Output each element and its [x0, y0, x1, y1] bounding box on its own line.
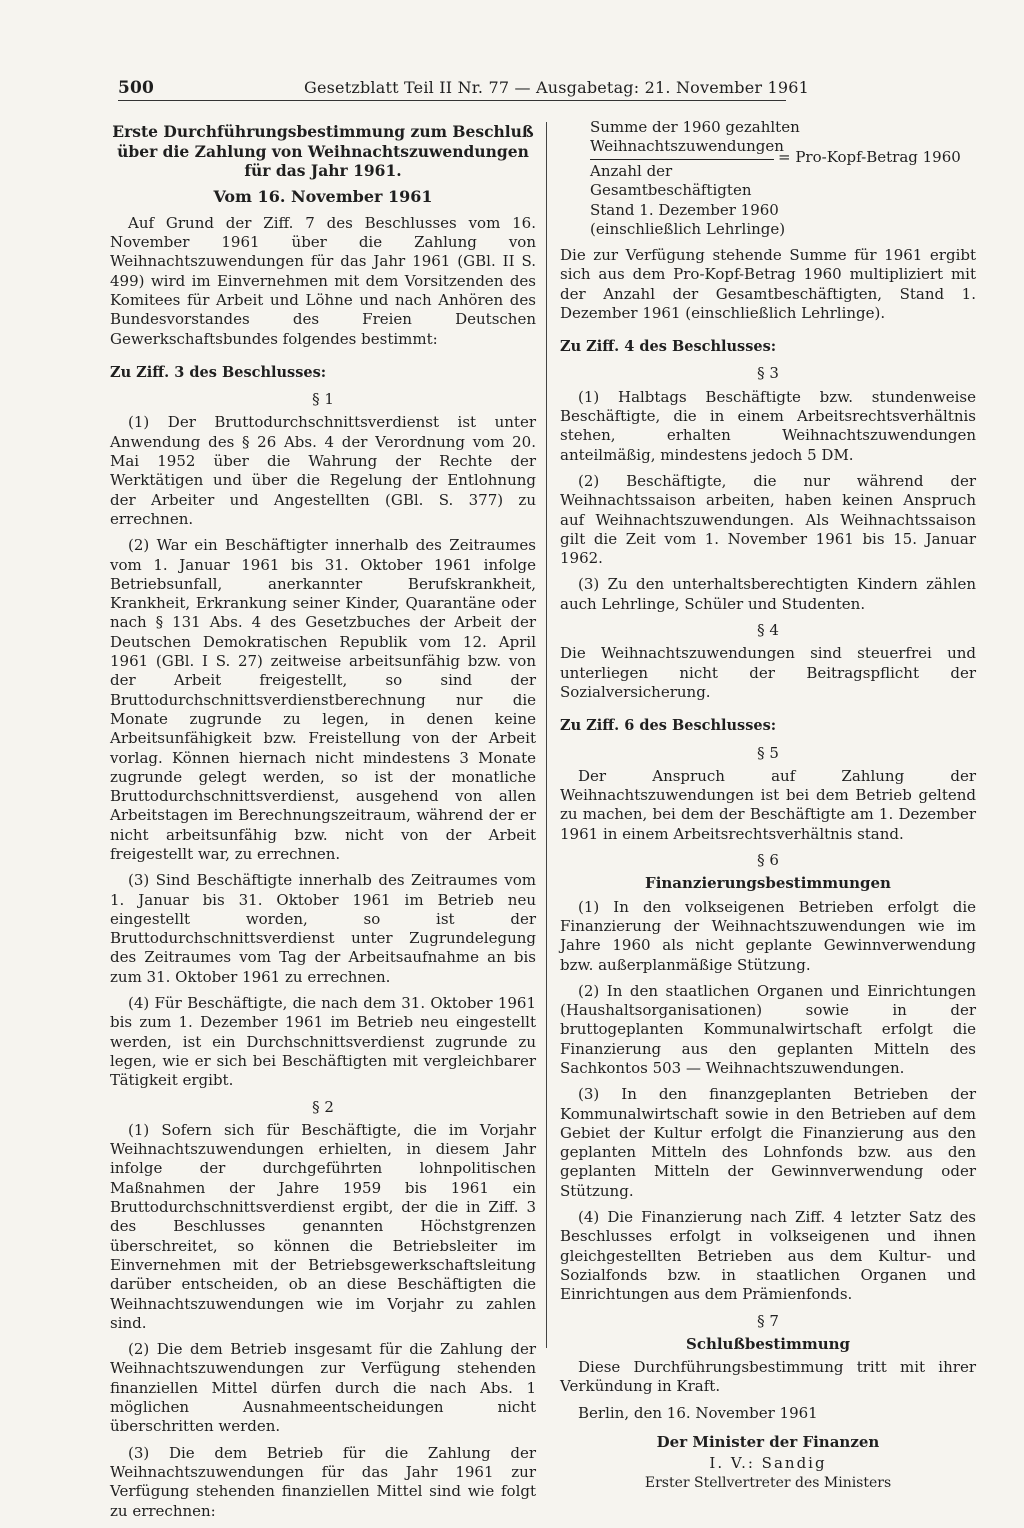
- section-3-para-3: (3) Zu den unterhaltsberechtigten Kindern zählen auch Lehrlinge, Schüler und Studenten.: [560, 575, 976, 613]
- ziff6-heading: Zu Ziff. 6 des Beschlusses:: [560, 717, 777, 735]
- section-4-label: § 4: [757, 621, 779, 640]
- section-1-para-2: (2) War ein Beschäftigter innerhalb des Zeitraumes vom 1. Januar 1961 bis 31. Oktober 1961 infolge Betriebsunfall, anerkannter Berufskrankheit, Krankheit, Erkrankung seiner Kinder, Quarantäne oder nach § 131 Abs. 4 des Gesetzbuches der Arbeit der Deutschen Demokratischen Republik vom 12. April 1961 (GBl. I S. 27) zeitweise arbeitsunfähig bzw. von der Arbeit freigestellt, so sind der Bruttodurchschnittsverdienstberechnung nur die Monate zugrunde zu legen, in denen keine Arbeitsunfähigkeit bzw. Freistellung von der Arbeit vorlag. Können hiernach nicht mindestens 3 Monate zugrunde gelegt werden, so ist der monatliche Bruttodurchschnittsverdienst, ausgehend von allen Arbeitstagen im Berechnungszeitraum, während der er nicht arbeitsunfähig bzw. nicht von der Arbeit freigestellt war, zu errechnen.: [110, 536, 536, 863]
- page-header: [118, 78, 810, 101]
- section-2-para-2: (2) Die dem Betrieb insgesamt für die Zahlung der Weihnachtszuwendungen zur Verfügung stehenden finanziellen Mittel dürfen durch die nach Abs. 1 möglichen Ausnahmeentscheidungen nicht überschritten werden.: [110, 1340, 536, 1436]
- section-3-para-1: (1) Halbtags Beschäftigte bzw. stundenweise Beschäftigte, die in einem Arbeitsrechtsverhältnis stehen, erhalten Weihnachtszuwendungen anteilmäßig, mindestens jedoch 5 DM.: [560, 387, 976, 464]
- section-4-para-1: Die Weihnachtszuwendungen sind steuerfrei und unterliegen nicht der Beitragspflicht der Sozialversicherung.: [560, 644, 976, 701]
- formula-numerator-2: Weihnachtszuwendungen: [590, 137, 784, 155]
- section-5-para-1: Der Anspruch auf Zahlung der Weihnachtszuwendungen ist bei dem Betrieb geltend zu machen, bei dem der Beschäftigte am 1. Dezember 1961 in einem Arbeitsrechtsverhältnis stand.: [560, 766, 976, 843]
- formula-denominator-4: (einschließlich Lehrlinge): [590, 219, 786, 238]
- formula-explanation: Die zur Verfügung stehende Summe für 1961 ergibt sich aus dem Pro-Kopf-Betrag 1960 multipliziert mit der Anzahl der Gesamtbeschäftigten, Stand 1. Dezember 1961 (einschließlich Lehrlinge).: [560, 246, 976, 322]
- formula-denominator-2: Gesamtbeschäftigten: [590, 181, 752, 200]
- section-7-label: § 7: [757, 1311, 779, 1330]
- fraction-line: [590, 159, 774, 160]
- section-7-para-1: Diese Durchführungsbestimmung tritt mit ihrer Verkündung in Kraft.: [560, 1358, 976, 1396]
- formula-denominator-3: Stand 1. Dezember 1960: [590, 200, 779, 219]
- formula-denominator: [590, 162, 785, 239]
- column-divider: [546, 122, 547, 1348]
- section-6-para-3: (3) In den finanzgeplanten Betrieben der Kommunalwirtschaft sowie in den Betrieben auf dem Gebiet der Kultur erfolgt die Finanzierung aus den geplanten Mitteln des Lohnfonds bzw. aus den geplanten Mitteln der Gewinnverwendung oder Stützung.: [560, 1085, 976, 1200]
- section-1-label: § 1: [312, 390, 334, 409]
- section-2-para-3: (3) Die dem Betrieb für die Zahlung der Weihnachtszuwendungen für das Jahr 1961 zur Verfügung stehenden finanziellen Mittel sind wie folgt zu errechnen:: [110, 1443, 536, 1520]
- preamble: Auf Grund der Ziff. 7 des Beschlusses vom 16. November 1961 über die Zahlung von Weihnachtszuwendungen für das Jahr 1961 (GBl. II S. 499) wird im Einvernehmen mit dem Vorsitzenden des Komitees für Arbeit und Löhne und nach Anhören des Bundesvorstandes des Freien Deutschen Gewerkschaftsbundes folgendes bestimmt:: [110, 213, 536, 348]
- section-6-para-1: (1) In den volkseigenen Betrieben erfolgt die Finanzierung der Weihnachtszuwendungen wie im Jahre 1960 als nicht geplante Gewinnverwendung bzw. außerplanmäßige Stützung.: [560, 897, 976, 974]
- section-6-para-2: (2) In den staatlichen Organen und Einrichtungen (Haushaltsorganisationen) sowie in der bruttogeplanten Kommunalwirtschaft erfolgt die Finanzierung aus den geplanten Mitteln des Sachkontos 503 — Weihnachtszuwendungen.: [560, 981, 976, 1077]
- section-3-para-2: (2) Beschäftigte, die nur während der Weihnachtssaison arbeiten, haben keinen Anspruch auf Weihnachtszuwendungen. Als Weihnachtssaison gilt die Zeit vom 1. November 1961 bis 15. Januar 1962.: [560, 471, 976, 568]
- section-1-para-1: (1) Der Bruttodurchschnittsverdienst ist unter Anwendung des § 26 Abs. 4 der Verordnung vom 20. Mai 1952 über die Wahrung der Rechte der Werktätigen und über die Regelung der Entlohnung der Arbeiter und Angestellten (GBl. S. 377) zu errechnen.: [110, 413, 536, 528]
- right-column: [560, 118, 976, 1493]
- section-2-label: § 2: [312, 1097, 334, 1116]
- page-number: 500: [118, 78, 155, 98]
- section-2-para-1: (1) Sofern sich für Beschäftigte, die im Vorjahr Weihnachtszuwendungen erhielten, in diesem Jahr infolge der durchgeführten lohnpolitischen Maßnahmen der Jahre 1959 bis 1961 ein Bruttodurchschnittsverdienst ergibt, der die in Ziff. 3 des Beschlusses genannten Höchstgrenzen überschreitet, so können die Betriebsleiter im Einvernehmen mit der Betriebsgewerkschaftsleitung darüber entscheiden, ob an diese Beschäftigten die Weihnachtszuwendungen wie im Vorjahr zu zahlen sind.: [110, 1120, 536, 1332]
- section-1-para-3: (3) Sind Beschäftigte innerhalb des Zeitraumes vom 1. Januar bis 31. Oktober 1961 im Betrieb neu eingestellt worden, so ist der Bruttodurchschnittsverdienst unter Zugrundelegung des Zeitraumes vom Tag der Arbeitsaufnahme an bis zum 31. Oktober 1961 zu errechnen.: [110, 871, 536, 986]
- formula-result: = Pro-Kopf-Betrag 1960: [778, 148, 961, 166]
- signature-organization: Der Minister der Finanzen: [656, 1433, 880, 1452]
- signature-role: Erster Stellvertreter des Ministers: [644, 1474, 892, 1491]
- section-5-label: § 5: [757, 743, 779, 762]
- document-title: Erste Durchführungsbestimmung zum Beschluß über die Zahlung von Weihnachtszuwendungen für das Jahr 1961.: [112, 122, 534, 180]
- ziff4-heading: Zu Ziff. 4 des Beschlusses:: [560, 338, 777, 356]
- running-title: Gesetzblatt Teil II Nr. 77 — Ausgabetag: 21. November 1961: [304, 78, 810, 97]
- ziff3-heading: Zu Ziff. 3 des Beschlusses:: [110, 363, 327, 381]
- place-and-date: Berlin, den 16. November 1961: [578, 1403, 818, 1422]
- formula-denominator-1: Anzahl der: [590, 162, 673, 180]
- left-column: [110, 118, 536, 1528]
- section-6-title: Finanzierungsbestimmungen: [645, 874, 891, 893]
- section-6-para-4: (4) Die Finanzierung nach Ziff. 4 letzter Satz des Beschlusses erfolgt in volkseigenen und ihnen gleichgestellten Betrieben aus dem Kultur- und Sozialfonds bzw. in staatlichen Organen und Einrichtungen aus dem Prämienfonds.: [560, 1208, 976, 1304]
- document-date: Vom 16. November 1961: [213, 186, 433, 206]
- section-7-title: Schlußbestimmung: [685, 1334, 851, 1353]
- formula: [560, 118, 976, 240]
- signature-name: I. V.: Sandig: [709, 1454, 827, 1473]
- formula-numerator-1: Summe der 1960 gezahlten: [590, 118, 800, 136]
- section-6-label: § 6: [757, 851, 779, 870]
- section-3-label: § 3: [757, 364, 779, 383]
- section-1-para-4: (4) Für Beschäftigte, die nach dem 31. Oktober 1961 bis zum 1. Dezember 1961 im Betrieb neu eingestellt werden, ist ein Durchschnittsverdienst zugrunde zu legen, wie er sich bei Beschäftigten mit vergleichbarer Tätigkeit ergibt.: [110, 994, 536, 1090]
